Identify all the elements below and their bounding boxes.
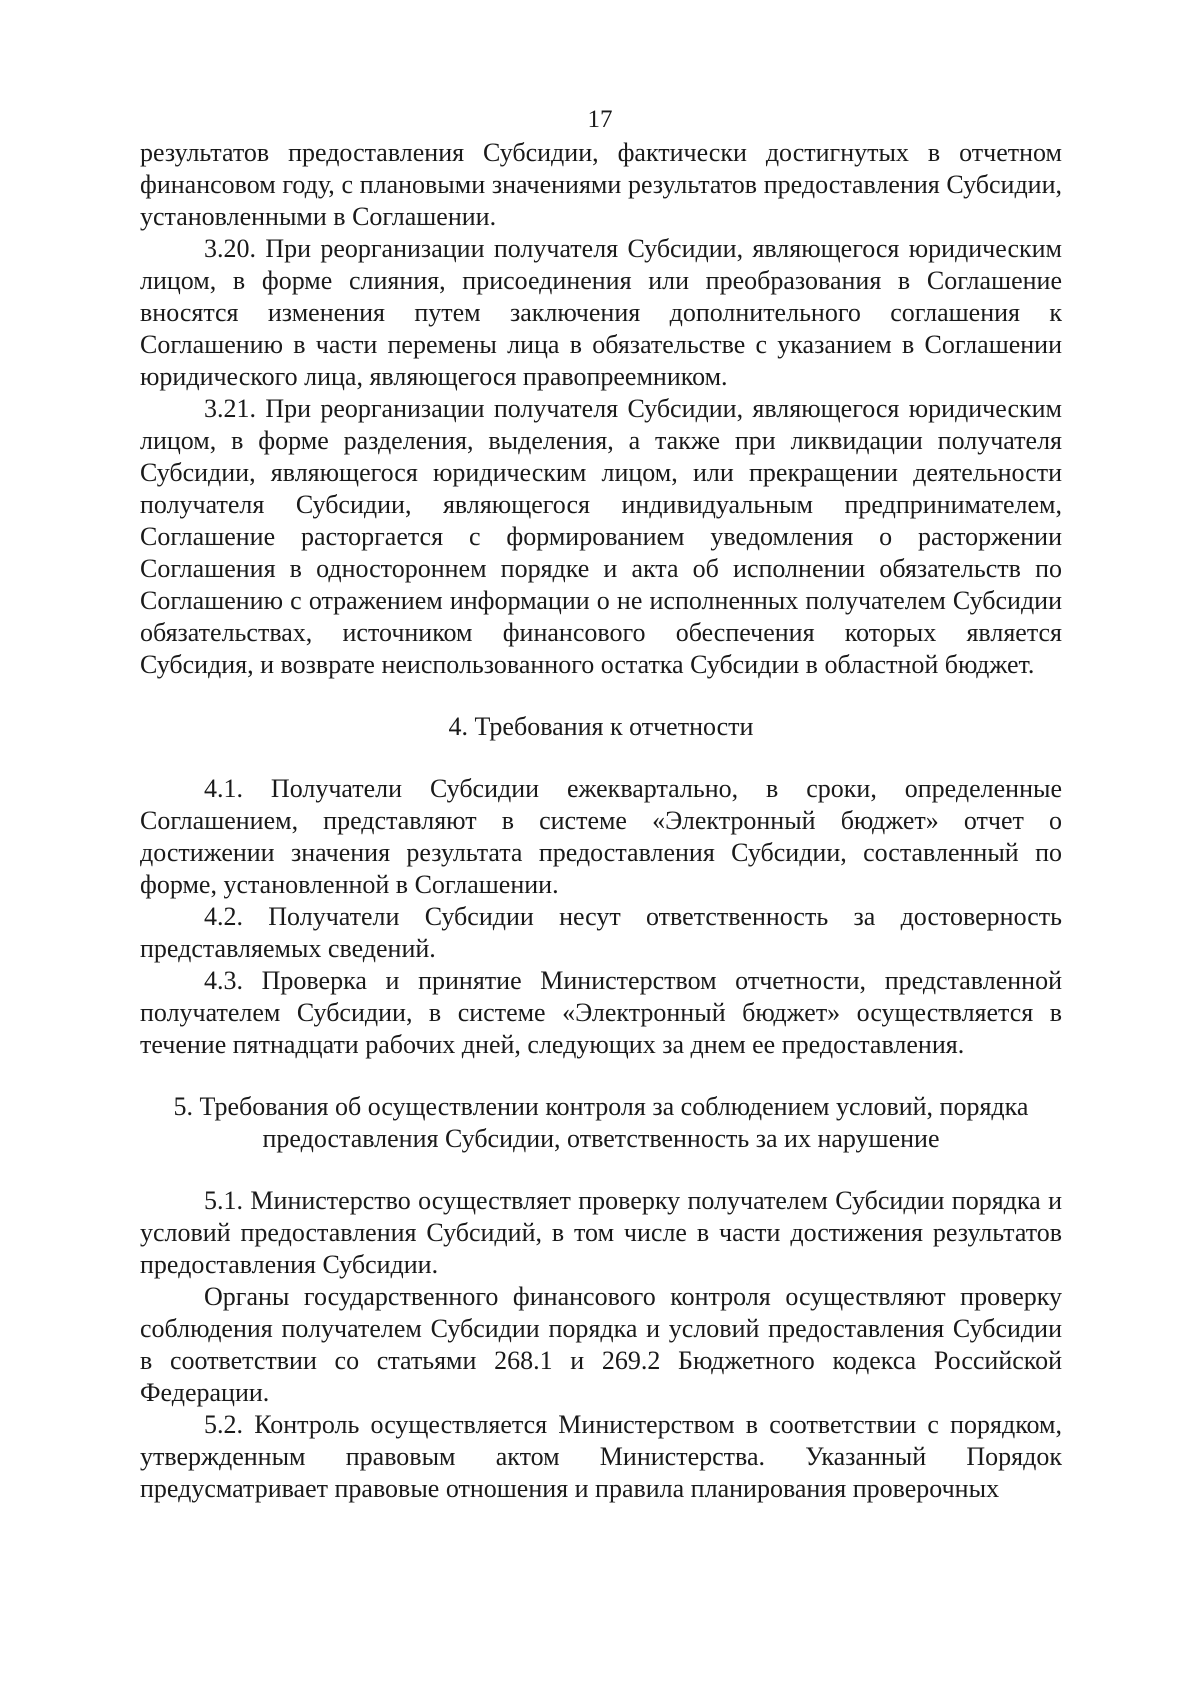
paragraph-3-20: 3.20. При реорганизации получателя Субсидии, являющегося юридическим лицом, в форме слияния, присоединения или преобразования в Соглашение вносятся изменения путем заключения дополнительного соглашения к Соглашению в части перемены лица в обязательстве с указанием в Соглашении юридического лица, являющегося правопреемником. <box>140 234 1062 391</box>
section-4-heading: 4. Требования к отчетности <box>448 712 754 741</box>
paragraph-5-2: 5.2. Контроль осуществляется Министерством в соответствии с порядком, утвержденным правовым актом Министерства. Указанный Порядок предусматривает правовые отношения и правила планирования проверочных <box>140 1410 1062 1503</box>
paragraph-3-21: 3.21. При реорганизации получателя Субсидии, являющегося юридическим лицом, в форме разделения, выделения, а также при ликвидации получателя Субсидии, являющегося юридическим лицом, или прекращении деятельности получателя Субсидии, являющегося индивидуальным предпринимателем, Соглашение расторгается с формированием уведомления о расторжении Соглашения в одностороннем порядке и акта об исполнении обязательств по Соглашению с отражением информации о не исполненных получателем Субсидии обязательствах, источником финансового обеспечения которых является Субсидия, и возврате неиспользованного остатка Субсидии в областной бюджет. <box>140 394 1062 679</box>
paragraph-4-2: 4.2. Получатели Субсидии несут ответственность за достоверность представляемых сведений. <box>140 902 1062 963</box>
section-5-heading <box>140 1091 1062 1155</box>
paragraph-5-1-control-bodies: Органы государственного финансового контроля осуществляют проверку соблюдения получателем Субсидии порядка и условий предоставления Субсидии в соответствии со статьями 268.1 и 269.2 Бюджетного кодекса Российской Федерации. <box>140 1282 1062 1407</box>
paragraph-4-1: 4.1. Получатели Субсидии ежеквартально, в сроки, определенные Соглашением, представляют в системе «Электронный бюджет» отчет о достижении значения результата предоставления Субсидии, составленный по форме, установленной в Соглашении. <box>140 774 1062 899</box>
section-5-heading-line-2: предоставления Субсидии, ответственность за их нарушение <box>262 1124 940 1153</box>
paragraph-continuation: результатов предоставления Субсидии, фактически достигнутых в отчетном финансовом году, с плановыми значениями результатов предоставления Субсидии, установленными в Соглашении. <box>140 138 1062 231</box>
paragraph-4-3: 4.3. Проверка и принятие Министерством отчетности, представленной получателем Субсидии, в системе «Электронный бюджет» осуществляется в течение пятнадцати рабочих дней, следующих за днем ее предоставления. <box>140 966 1062 1059</box>
section-5-heading-line-1: 5. Требования об осуществлении контроля за соблюдением условий, порядка <box>173 1092 1029 1121</box>
document-body <box>140 137 1062 1505</box>
page-number: 17 <box>587 106 613 133</box>
paragraph-5-1: 5.1. Министерство осуществляет проверку получателем Субсидии порядка и условий предоставления Субсидий, в том числе в части достижения результатов предоставления Субсидии. <box>140 1186 1062 1279</box>
